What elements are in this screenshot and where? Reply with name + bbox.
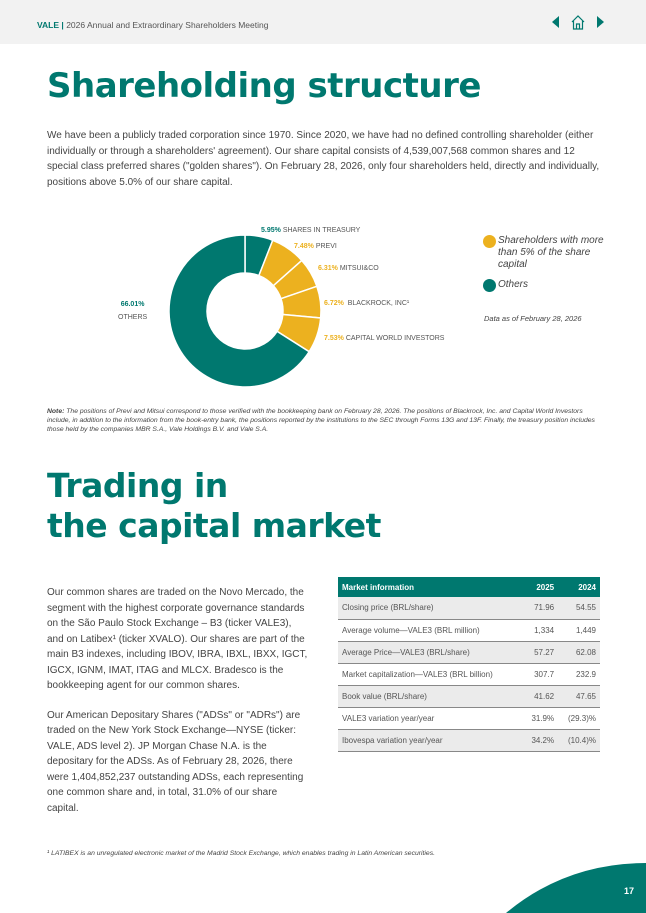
header-2025: 2025 (522, 577, 558, 597)
label-blackrock: 6.72% BLACKROCK, INC¹ (324, 300, 410, 307)
row-label: Average Price—VALE3 (BRL/share) (338, 641, 522, 663)
legend-swatch-teal (483, 279, 496, 292)
table-row (338, 729, 600, 751)
header-bar (0, 0, 646, 44)
label-treasury: 5.95% SHARES IN TREASURY (261, 227, 361, 234)
chart-date-note: Data as of February 28, 2026 (484, 314, 582, 323)
row-value: 1,449 (558, 619, 600, 641)
row-value: 57.27 (522, 641, 558, 663)
row-value: 232.9 (558, 663, 600, 685)
row-value: 31.9% (522, 707, 558, 729)
home-icon[interactable] (570, 14, 586, 30)
shareholding-intro: We have been a publicly traded corporation since 1970. Since 2020, we have had no defined controlling shareholder (either individually or through a shareholders' agreement). Our share capital consists of 4,539,007,568 common shares and 12 special class preferred shares ("golden shares"). On February 28, 2026, only four shareholders held, directly and individually, positions above 5.0% of our share capital. (47, 130, 600, 188)
trading-text-column (47, 585, 309, 816)
row-value: 47.65 (558, 685, 600, 707)
label-capital-world: 7.53% CAPITAL WORLD INVESTORS (324, 335, 445, 342)
row-value: 41.62 (522, 685, 558, 707)
label-mitsui: 6.31% MITSUI&CO (318, 265, 379, 272)
chart-legend (484, 235, 609, 324)
legend-others: Others (484, 279, 609, 291)
row-value: (29.3)% (558, 707, 600, 729)
table-row (338, 597, 600, 619)
row-value: 54.55 (558, 597, 600, 619)
row-label: Market capitalization—VALE3 (BRL billion) (338, 663, 522, 685)
label-others: 66.01% OTHERS (118, 301, 148, 321)
row-label: Book value (BRL/share) (338, 685, 522, 707)
footer-wave (506, 863, 646, 913)
row-value: 71.96 (522, 597, 558, 619)
section-title-shareholding: Shareholding structure (47, 66, 481, 106)
row-label: Average volume—VALE3 (BRL million) (338, 619, 522, 641)
section-title-trading: Trading in the capital market (47, 466, 381, 545)
next-page-icon[interactable] (596, 16, 604, 28)
trading-paragraph-1: Our common shares are traded on the Novo Mercado, the segment with the highest corporate governance standards on the São Paulo Stock Exchange – B3 (ticker VALE3), and on Latibex¹ (ticker XVALO). Our shares are part of the main B3 indexes, including IBOV, IBRA, IBXL, IBXX, IGCT, IGCX, IGNM, IMAT, ITAG and MLCX. Bradesco is the bookkeeping agent for our common shares. (47, 587, 308, 691)
row-label: Closing price (BRL/share) (338, 597, 522, 619)
row-value: 307.7 (522, 663, 558, 685)
chart-note: Note: The positions of Previ and Mitsui correspond to those verified with the bookkeeping bank on February 28, 2026. The positions of Blackrock, Inc. and Capital World Investors include, in addition to the information from the book-entry bank, the positions reported by the institutions to the SEC through Forms 13G and 13F. Finally, the treasury position includes those held by the companies MBR S.A., Vale Holdings B.V. and Vale S.A. (47, 408, 595, 433)
row-value: 62.08 (558, 641, 600, 663)
row-label: VALE3 variation year/year (338, 707, 522, 729)
legend-shareholders: Shareholders with more than 5% of the share capital (484, 235, 609, 271)
table-row (338, 619, 600, 641)
table-row (338, 641, 600, 663)
trading-paragraph-2: Our American Depositary Shares ("ADSs" or "ADRs") are traded on the New York Stock Exchange—NYSE (ticker: VALE, ADS level 2). JP Morgan Chase N.A. is the depositary for the ADSs. As of February 28, 2026, there were 1,404,852,237 outstanding ADSs, each representing one common share and, in total, 31.0% of our share capital. (47, 709, 304, 814)
table-row (338, 707, 600, 729)
table-header (338, 577, 600, 597)
footnote: ¹ LATIBEX is an unregulated electronic market of the Madrid Stock Exchange, which enables trading in Latin American securities. (47, 850, 435, 857)
row-label: Ibovespa variation year/year (338, 729, 522, 751)
header-2024: 2024 (558, 577, 600, 597)
shareholding-donut-chart (160, 226, 330, 396)
table-row (338, 685, 600, 707)
page-number: 17 (624, 886, 635, 896)
legend-swatch-yellow (483, 235, 496, 248)
previous-page-icon[interactable] (552, 16, 560, 28)
row-value: 1,334 (522, 619, 558, 641)
market-information-table (338, 577, 600, 752)
header-title: VALE | 2026 Annual and Extraordinary Shareholders Meeting (37, 20, 269, 30)
header-market-information: Market information (338, 577, 522, 597)
table-row (338, 663, 600, 685)
label-previ: 7.48% PREVI (294, 243, 337, 250)
row-value: (10.4)% (558, 729, 600, 751)
row-value: 34.2% (522, 729, 558, 751)
